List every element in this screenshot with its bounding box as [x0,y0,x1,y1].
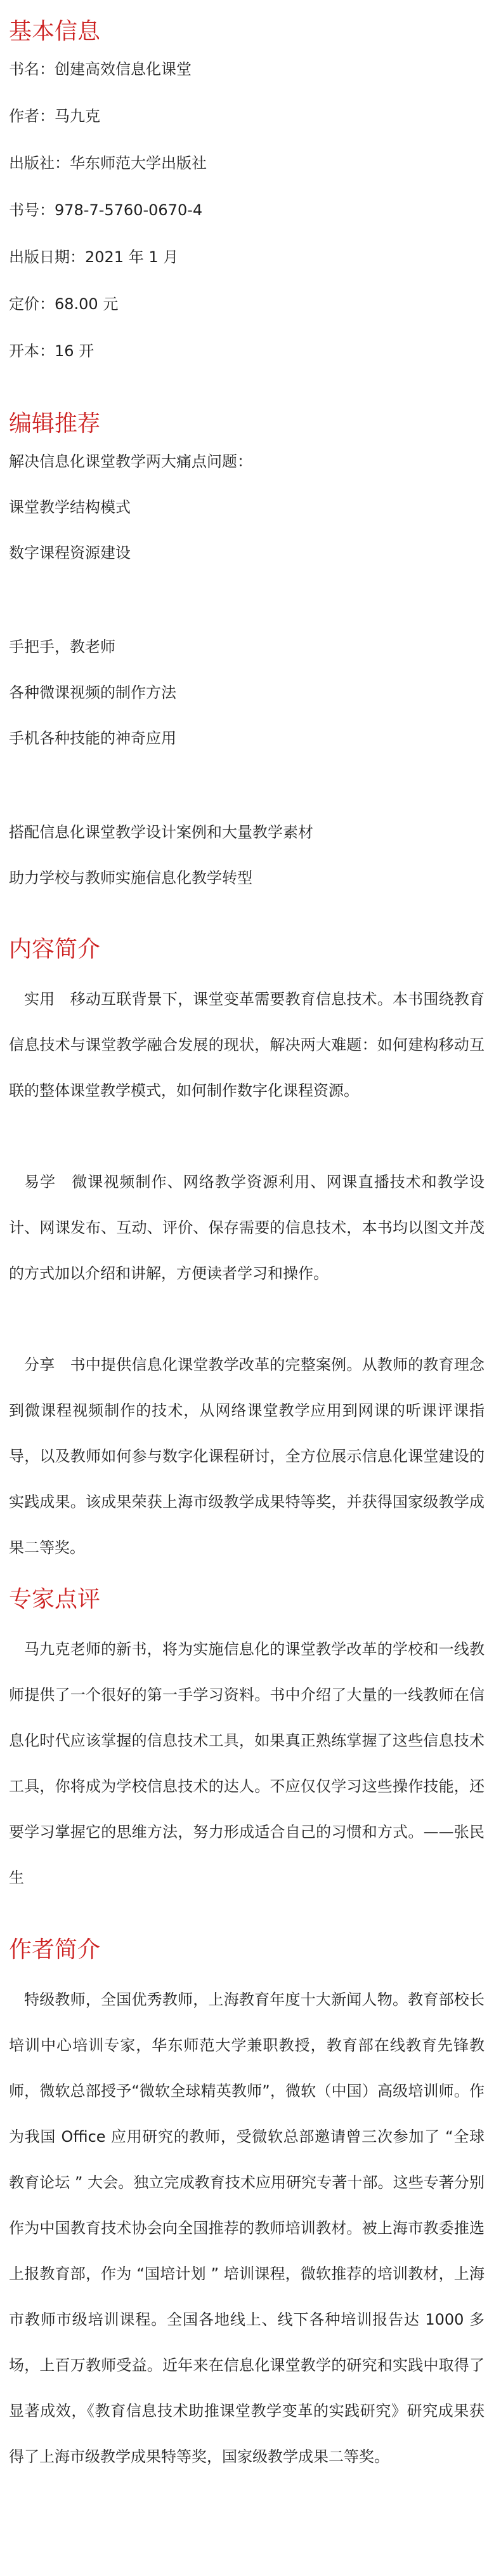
info-pub-date: 出版日期：2021 年 1 月 [9,248,179,266]
author-intro-paragraph: 特级教师，全国优秀教师，上海教育年度十大新闻人物。教育部校长培训中心培训专家，华东师范大学兼职教授，教育部在线教育先锋教师，微软总部授予“微软全球精英教师”，微软（中国）高级培训师。作为我国 Office 应用研究的教师，受微软总部邀请曾三次参加了 “全球教育论坛 ” 大会。独立完成教育技术应用研究专著十部。这些专著分别作为中国教育技术协会向全国推荐的教师培训教材。被上海市教委推选上报教育部，作为 “国培计划 ” 培训课程，微软推荐的培训教材，上海市教师市级培训课程。全国各地线上、线下各种培训报告达 1000 多场，上百万教师受益。近年来在信息化课堂教学的研究和实践中取得了显著成效，《教育信息技术助推课堂教学变革的实践研究》研究成果获得了上海市级教学成果特等奖，国家级教学成果二等奖。 [9,1991,485,2466]
basic-info-title: 基本信息 [9,18,101,44]
info-format: 开本：16 开 [9,342,94,360]
editor-item: 手机各种技能的神奇应用 [9,729,176,747]
editor-recommend-list [9,451,485,889]
editor-item: 数字课程资源建设 [9,544,131,562]
editor-item: 解决信息化课堂教学两大痛点问题： [9,453,252,470]
author-intro-title: 作者简介 [9,1937,101,1963]
expert-review-title: 专家点评 [9,1586,101,1612]
content-paragraph-easy: 易学 微课视频制作、网络教学资源利用、网课直播技术和教学设计、网课发布、互动、评价、保存需要的信息技术，本书均以图文并茂的方式加以介绍和讲解，方便读者学习和操作。 [9,1173,485,1282]
content-paragraph-practical: 实用 移动互联背景下，课堂变革需要教育信息技术。本书围绕教育信息技术与课堂教学融合发展的现状，解决两大难题：如何建构移动互联的整体课堂教学模式，如何制作数字化课程资源。 [9,990,485,1099]
info-author: 作者：马九克 [9,107,100,125]
content-intro-title: 内容简介 [9,936,101,962]
info-isbn: 书号：978-7-5760-0670-4 [9,201,203,219]
info-book-title: 书名：创建高效信息化课堂 [9,60,192,78]
editor-item: 课堂教学结构模式 [9,498,131,516]
editor-item: 各种微课视频的制作方法 [9,684,176,701]
basic-info-list [9,58,485,362]
expert-review-paragraph: 马九克老师的新书，将为实施信息化的课堂教学改革的学校和一线教师提供了一个很好的第一手学习资料。书中介绍了大量的一线教师在信息化时代应该掌握的信息技术工具，如果真正熟练掌握了这些信息技术工具，你将成为学校信息技术的达人。不应仅仅学习这些操作技能，还要学习掌握它的思维方法，努力形成适合自己的习惯和方式。——张民生 [9,1640,485,1887]
info-publisher: 出版社：华东师范大学出版社 [9,154,207,172]
editor-recommend-title: 编辑推荐 [9,411,101,437]
editor-item: 手把手，教老师 [9,638,115,656]
editor-item: 搭配信息化课堂教学设计案例和大量教学素材 [9,823,313,841]
editor-item: 助力学校与教师实施信息化教学转型 [9,869,252,887]
info-price: 定价：68.00 元 [9,295,119,313]
content-paragraph-share: 分享 书中提供信息化课堂教学改革的完整案例。从教师的教育理念到微课程视频制作的技术，从网络课堂教学应用到网课的听课评课指导，以及教师如何参与数字化课程研讨，全方位展示信息化课堂建设的实践成果。该成果荣获上海市级教学成果特等奖，并获得国家级教学成果二等奖。 [9,1356,485,1557]
